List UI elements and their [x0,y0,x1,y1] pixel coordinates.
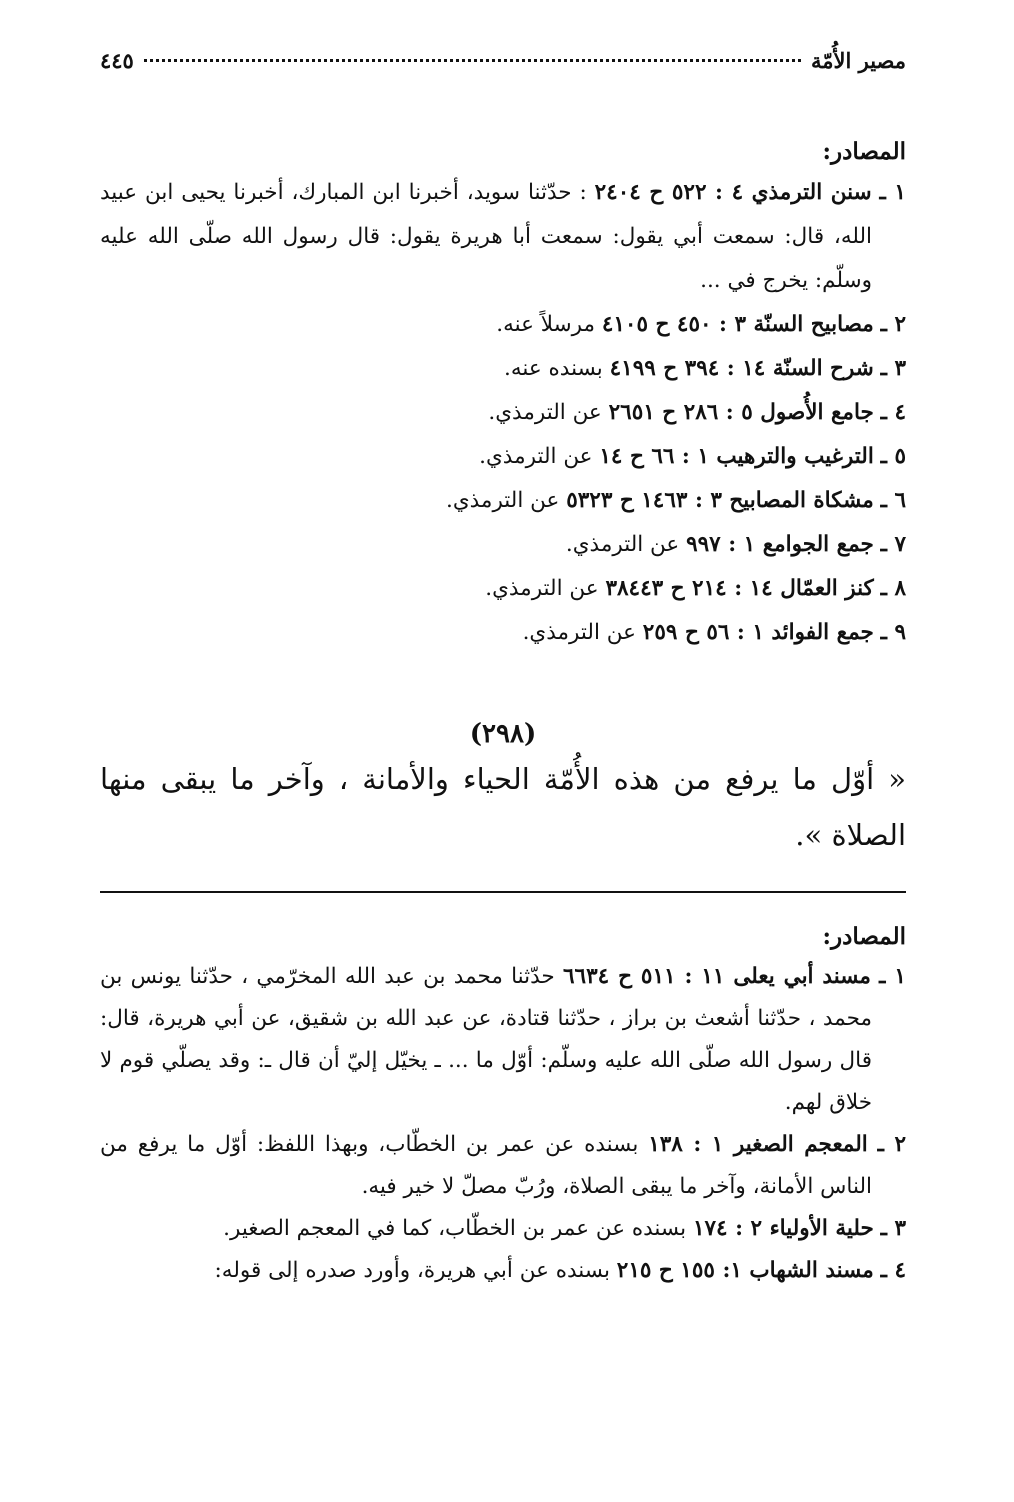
section-divider [100,891,906,893]
page-number: ٤٤٥ [100,48,134,73]
source-item: ٥ ـ الترغيب والترهيب ١ : ٦٦ ح ١٤ عن الترمذي. [479,444,906,469]
dotted-leader [144,59,801,62]
hadith-number: (٢٩٨) [469,719,537,749]
sources-heading: المصادر: [822,138,906,165]
source-item: ١ ـ سنن الترمذي ٤ : ٥٢٢ ح ٢٤٠٤ : حدّثنا سويد، أخبرنا ابن المبارك، أخبرنا يحيى ابن عبيد الله، قال: سمعت أبي يقول: سمعت أبا هريرة يقول: قال رسول الله صلّى الله عليه وسلّم: يخرج في ... [100,180,906,293]
sources-heading: المصادر: [822,923,906,950]
source-item: ٤ ـ مسند الشهاب ١: ١٥٥ ح ٢١٥ بسنده عن أبي هريرة، وأورد صدره إلى قوله: [214,1258,906,1283]
source-item: ٦ ـ مشكاة المصابيح ٣ : ١٤٦٣ ح ٥٣٢٣ عن الترمذي. [445,488,906,513]
source-item: ١ ـ مسند أبي يعلى ١١ : ٥١١ ح ٦٦٣٤ حدّثنا محمد بن عبد الله المخرّمي ، حدّثنا يونس بن محمد ، حدّثنا أشعث بن براز ، حدّثنا قتادة، عن عبد الله بن شقيق، عن أبي هريرة، قال: قال رسول الله صلّى الله عليه وسلّم: أوّل ما ... ـ يخيّل إليّ أن قال ـ: وقد يصلّي قوم لا خلاق لهم. [100,964,906,1115]
book-page [100,40,906,1292]
source-item: ٧ ـ جمع الجوامع ١ : ٩٩٧ عن الترمذي. [565,532,906,557]
running-header [100,48,906,88]
sources-list-1 [100,171,906,655]
hadith-text: « أوّل ما يرفع من هذه الأُمّة الحياء والأمانة ، وآخر ما يبقى منها الصلاة ». [100,762,906,852]
source-item: ٨ ـ كنز العمّال ١٤ : ٢١٤ ح ٣٨٤٤٣ عن الترمذي. [485,576,906,601]
source-item: ٢ ـ المعجم الصغير ١ : ١٣٨ بسنده عن عمر بن الخطّاب، وبهذا اللفظ: أوّل ما يرفع من الناس الأمانة، وآخر ما يبقى الصلاة، ورُبّ مصلّ لا خير فيه. [100,1132,906,1199]
source-item: ٢ ـ مصابيح السنّة ٣ : ٤٥٠ ح ٤١٠٥ مرسلاً عنه. [496,312,906,337]
source-item: ٩ ـ جمع الفوائد ١ : ٥٦ ح ٢٥٩ عن الترمذي. [522,620,906,645]
source-item: ٣ ـ شرح السنّة ١٤ : ٣٩٤ ح ٤١٩٩ بسنده عنه. [504,356,906,381]
sources-list-2 [100,956,906,1292]
source-item: ٣ ـ حلية الأولياء ٢ : ١٧٤ بسنده عن عمر بن الخطّاب، كما في المعجم الصغير. [223,1216,906,1241]
running-title: مصير الأُمّة [810,48,906,73]
source-item: ٤ ـ جامع الأُصول ٥ : ٢٨٦ ح ٢٦٥١ عن الترمذي. [488,400,906,425]
